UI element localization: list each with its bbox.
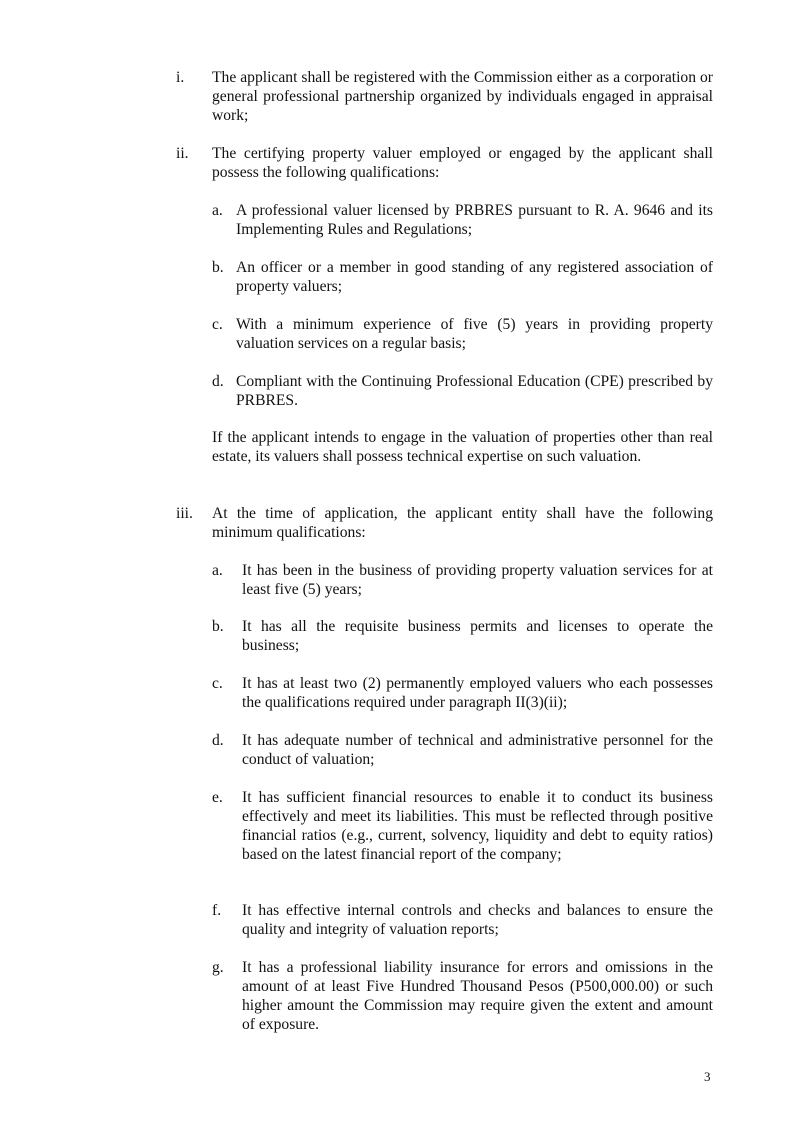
item-number: i. — [176, 69, 185, 86]
sub-item-text: It has sufficient financial resources to enable it to conduct its business effectively and meet its liabilities. This must be reflected through positive financial ratios (e.g., current, solvency, liquidity and debt to equity ratios) based on the latest financial report of the company; — [242, 789, 713, 863]
sub-item-text: A professional valuer licensed by PRBRES pursuant to R. A. 9646 and its Implementing Rules and Regulations; — [236, 202, 713, 238]
sub-item-text: It has adequate number of technical and administrative personnel for the conduct of valuation; — [242, 732, 713, 768]
item-text: The applicant shall be registered with the Commission either as a corporation or general professional partnership organized by individuals engaged in appraisal work; — [212, 69, 713, 124]
sub-item-text: Compliant with the Continuing Professional Education (CPE) prescribed by PRBRES. — [236, 373, 713, 409]
sub-item-letter: b. — [212, 618, 224, 635]
note-text: If the applicant intends to engage in the valuation of properties other than real estate, its valuers shall possess technical expertise on such valuation. — [212, 429, 713, 465]
sub-item-text: It has effective internal controls and checks and balances to ensure the quality and integrity of valuation reports; — [242, 902, 713, 938]
sub-item-text: It has at least two (2) permanently employed valuers who each possesses the qualifications required under paragraph II(3)(ii); — [242, 675, 713, 711]
sub-item-letter: a. — [212, 562, 223, 579]
item-text: The certifying property valuer employed or engaged by the applicant shall possess the following qualifications: — [212, 145, 713, 181]
sub-item-letter: d. — [212, 373, 224, 390]
item-text: At the time of application, the applicant entity shall have the following minimum qualifications: — [212, 505, 713, 541]
sub-item-letter: g. — [212, 959, 224, 976]
sub-item-letter: d. — [212, 732, 224, 749]
sub-item-letter: b. — [212, 259, 224, 276]
item-number: ii. — [176, 145, 189, 162]
sub-item-text: It has been in the business of providing property valuation services for at least five (5) years; — [242, 562, 713, 598]
sub-item-letter: c. — [212, 675, 223, 692]
sub-item-letter: e. — [212, 789, 223, 806]
page-number: 3 — [704, 1069, 711, 1084]
sub-item-letter: f. — [212, 902, 222, 919]
sub-item-text: It has all the requisite business permits and licenses to operate the business; — [242, 618, 713, 654]
sub-item-text: An officer or a member in good standing of any registered association of property valuers; — [236, 259, 713, 295]
sub-item-letter: c. — [212, 316, 223, 333]
sub-item-text: It has a professional liability insurance for errors and omissions in the amount of at least Five Hundred Thousand Pesos (P500,000.00) or such higher amount the Commission may require given the extent and amount of exposure. — [242, 959, 713, 1033]
sub-item-text: With a minimum experience of five (5) years in providing property valuation services on a regular basis; — [236, 316, 713, 352]
sub-item-letter: a. — [212, 202, 223, 219]
item-number: iii. — [176, 505, 193, 522]
